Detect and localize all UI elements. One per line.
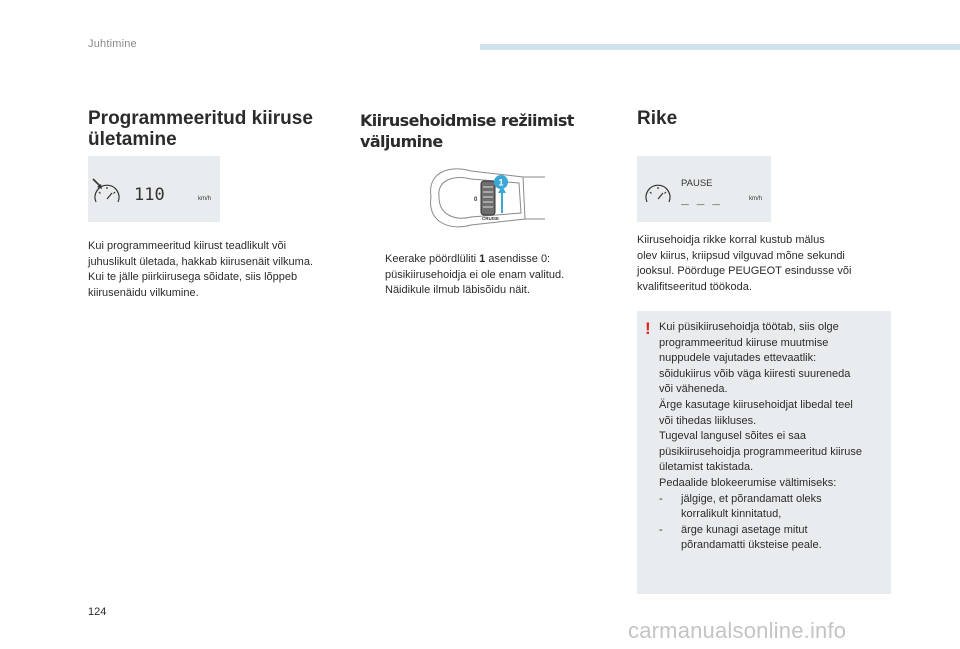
fault-display-panel — [637, 156, 771, 222]
rotation-arrow-icon — [498, 186, 506, 213]
speedometer-icon — [95, 185, 119, 202]
page-number: 124 — [88, 606, 107, 618]
header-accent-bar — [480, 44, 960, 50]
warning-text: Kui püsikiirusehoidja töötab, siis olge programmeeritud kiiruse muutmise nuppudele vajutades ettevaatlik: sõidukiirus võib väga kiiresti suureneda või väheneda. Ärge kasutage kiirusehoidjat libedal teel või tihedas liikluses. Tugeval langusel sõites ei saa püsikiirusehoidja programmeeritud kiiruse ületamist takistada. Pedaalide blokeerumise vältimiseks: - jälgige, et põrandamatt oleks korralikult kinnitatud, - ärge kunagi asetage mitut põrandamatti üksteise peale. — [659, 320, 887, 554]
speed-unit: km/h — [198, 196, 212, 202]
overspeed-description: Kui programmeeritud kiirust teadlikult või juhuslikult ületada, hakkab kiirusenäit vilkuma. Kui te jälle piirkiirusega sõidate, siis lõppeb kiirusenäidu vilkumine. — [88, 240, 314, 299]
cruise-lever-illustration — [411, 157, 551, 239]
title-exit-cruise-mode: Kiirusehoidmise režiimist väljumine — [360, 111, 574, 151]
speed-display-graphic — [88, 156, 220, 222]
cruise-label: CRUISE — [482, 216, 500, 221]
title-programmed-speed-exceeding: Programmeeritud kiiruse ületamine — [88, 108, 313, 150]
pause-status: PAUSE — [681, 178, 713, 189]
warning-list-item: - ärge kunagi asetage mitut põrandamatti üksteise peale. — [659, 523, 822, 552]
position-zero-label: 0 — [474, 197, 478, 203]
speedometer-icon — [646, 185, 670, 202]
callout-number: 1 — [498, 177, 504, 188]
speed-value: 110 — [134, 185, 165, 205]
speed-unit: km/h — [749, 196, 763, 202]
speed-dashes: _ _ _ — [681, 191, 721, 206]
title-fault: Rike — [637, 108, 678, 129]
warning-list-item: - jälgige, et põrandamatt oleks korralikult kinnitatud, — [659, 492, 822, 521]
speed-display-panel — [88, 156, 220, 222]
overspeed-arrow-icon — [93, 179, 102, 189]
watermark: carmanualsonline.info — [628, 618, 847, 643]
exit-instruction: Keerake pöördlüliti 1 asendisse 0: püsikiirusehoidja ei ole enam valitud. Näidikule ilmub läbisõidu näit. — [385, 253, 565, 297]
rotary-switch — [481, 181, 495, 215]
fault-description: Kiirusehoidja rikke korral kustub mälus olev kiirus, kriipsud vilguvad mõne sekundi jooksul. Pöörduge PEUGEOT esindusse või kvalifitseeritud töökoda. — [637, 234, 852, 293]
cruise-lever-graphic — [411, 157, 551, 239]
warning-icon: ! — [645, 319, 651, 338]
section-header: Juhtimine — [88, 38, 137, 50]
fault-display-graphic — [637, 156, 771, 222]
